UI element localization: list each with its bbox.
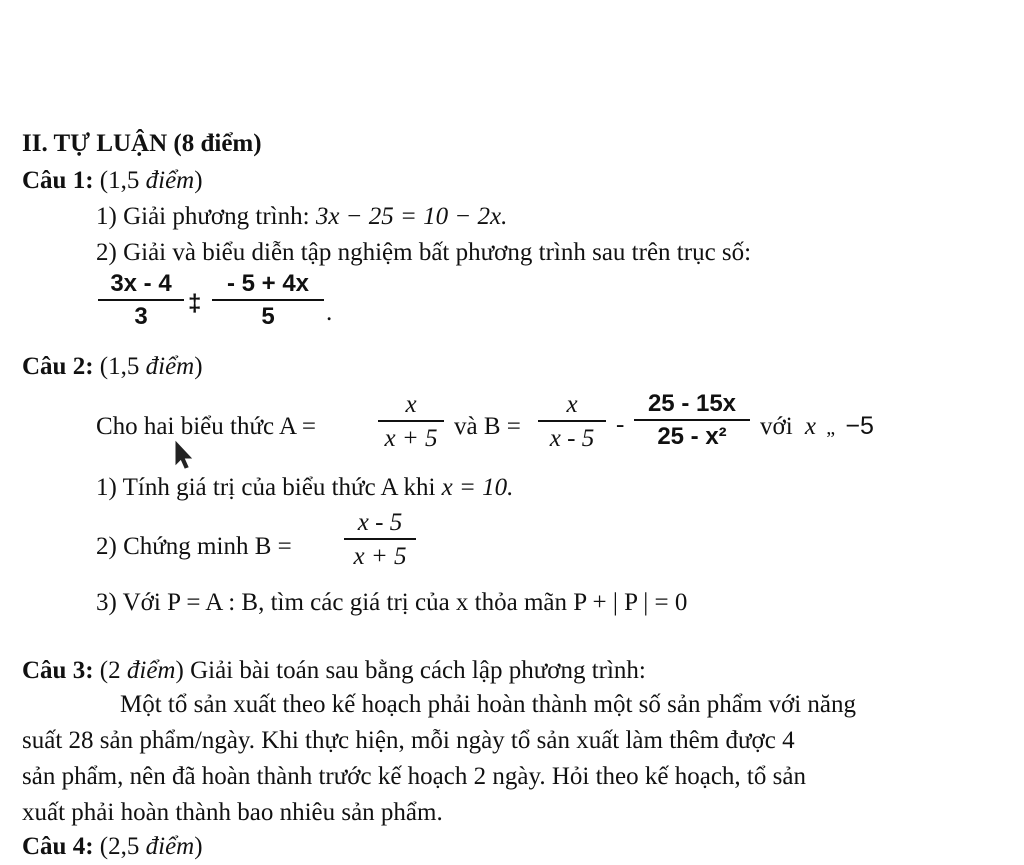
question-2-points: (1,5 điểm): [99, 353, 203, 380]
question-1-header: [22, 168, 203, 193]
question-3-line-4: xuất phải hoàn thành bao nhiêu sản phẩm.: [22, 799, 443, 826]
question-1-label: Câu 1:: [22, 167, 94, 194]
section-heading: II. TỰ LUẬN (8 điểm): [22, 130, 262, 157]
question-4-header: [22, 834, 203, 859]
inequality-end: .: [326, 299, 333, 326]
condition: với x „ −5: [760, 412, 874, 440]
expression-b-second-fraction: 25 - 15x 25 - x²: [634, 392, 750, 449]
question-2-item-3: 3) Với P = A : B, tìm các giá trị của x thỏa mãn P + | P | = 0: [96, 589, 688, 616]
question-3-line-1: Một tổ sản xuất theo kế hoạch phải hoàn thành một số sản phẩm với năng: [120, 691, 856, 718]
question-1-item-2: 2) Giải và biểu diễn tập nghiệm bất phương trình sau trên trục số:: [96, 239, 752, 266]
inequality-sign: ‡: [188, 290, 202, 317]
inequality-right-fraction: - 5 + 4x 5: [212, 272, 324, 329]
question-2-item-1: 1) Tính giá trị của biểu thức A khi x = 10.: [96, 474, 514, 501]
question-2-label: Câu 2:: [22, 353, 94, 380]
question-4-label: Câu 4:: [22, 833, 94, 860]
mouse-pointer-icon: [174, 440, 196, 470]
question-3-label: Câu 3:: [22, 657, 94, 684]
inequality-left-fraction: 3x - 4 3: [98, 272, 184, 329]
question-1-item-1: 1) Giải phương trình: 3x − 25 = 10 − 2x.: [96, 203, 508, 230]
question-1-equation: 3x − 25 = 10 − 2x.: [315, 203, 508, 230]
and-b-text: và B =: [454, 413, 521, 440]
expression-a-fraction: x x + 5: [378, 392, 444, 451]
prove-b-fraction: x - 5 x + 5: [344, 510, 416, 569]
expression-b-first-fraction: x x - 5: [538, 392, 606, 451]
question-3-header: Câu 3: (2 điểm) Giải bài toán sau bằng cách lập phương trình:: [22, 657, 646, 684]
question-3-line-2: suất 28 sản phẩm/ngày. Khi thực hiện, mỗi ngày tổ sản xuất làm thêm được 4: [22, 727, 795, 754]
question-3-points: (2 điểm): [99, 657, 184, 684]
question-3-line-3: sản phẩm, nên đã hoàn thành trước kế hoạch 2 ngày. Hỏi theo kế hoạch, tổ sản: [22, 763, 806, 790]
question-1-points: (1,5 điểm): [99, 167, 203, 194]
question-2-header: [22, 354, 203, 379]
minus-sign: -: [616, 411, 625, 438]
question-2-intro: Cho hai biểu thức A =: [96, 413, 316, 440]
question-4-points: (2,5 điểm): [99, 833, 203, 860]
question-2-item-2: 2) Chứng minh B =: [96, 533, 292, 560]
